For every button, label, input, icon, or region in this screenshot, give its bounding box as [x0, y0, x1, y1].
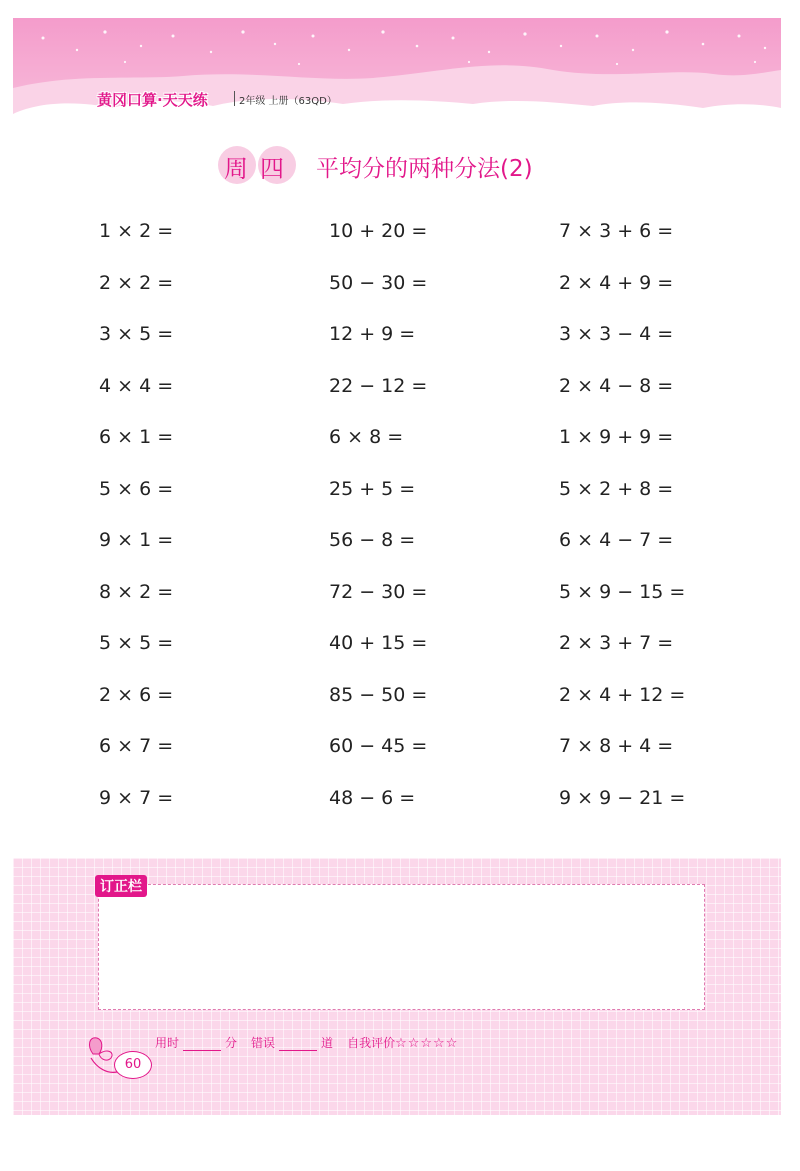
rating-stars-icon[interactable]: ☆☆☆☆☆ — [395, 1036, 459, 1051]
problem-item: 5 × 6 = — [99, 477, 174, 500]
problem-item: 12 + 9 = — [329, 323, 416, 345]
problem-item: 10 + 20 = — [329, 220, 428, 242]
problem-item: 56 − 8 = — [329, 529, 416, 551]
problem-item: 2 × 2 = — [99, 271, 174, 294]
correction-section — [13, 858, 781, 1115]
problem-row — [13, 478, 781, 518]
header-band — [13, 18, 781, 128]
problem-row — [13, 220, 781, 260]
problem-item: 6 × 1 = — [99, 426, 174, 448]
problem-item: 6 × 8 = — [329, 426, 404, 448]
problem-item: 2 × 4 − 8 = — [559, 374, 674, 397]
problem-row — [13, 375, 781, 415]
problem-row — [13, 323, 781, 363]
problem-item: 2 × 4 + 9 = — [559, 271, 674, 294]
problem-item: 25 + 5 = — [329, 477, 416, 500]
problem-item: 6 × 4 − 7 = — [559, 529, 674, 551]
brand-divider — [234, 91, 235, 106]
problem-row — [13, 684, 781, 724]
problem-item: 5 × 2 + 8 = — [559, 477, 674, 500]
problem-item: 85 − 50 = — [329, 683, 428, 706]
time-label: 用时 — [155, 1036, 180, 1050]
problem-item: 2 × 6 = — [99, 683, 174, 706]
problem-item: 2 × 3 + 7 = — [559, 632, 674, 654]
page-number: 60 — [114, 1051, 152, 1079]
problem-item: 5 × 9 − 15 = — [559, 580, 686, 603]
brand-logo-text: 黄冈口算·天天练 — [97, 91, 208, 109]
problem-row — [13, 529, 781, 569]
errors-unit: 道 — [321, 1036, 334, 1050]
problem-item: 7 × 8 + 4 = — [559, 735, 674, 757]
problem-item: 60 − 45 = — [329, 735, 428, 757]
problem-item: 1 × 2 = — [99, 220, 174, 242]
errors-label: 错误 — [251, 1036, 276, 1050]
problem-item: 4 × 4 = — [99, 374, 174, 397]
problem-item: 6 × 7 = — [99, 735, 174, 757]
self-eval-label: 自我评价 — [347, 1036, 396, 1050]
cloud-banner — [13, 18, 781, 128]
problem-item: 9 × 7 = — [99, 786, 174, 809]
day-label: 周四 — [224, 155, 296, 183]
correction-box[interactable] — [98, 884, 705, 1010]
problem-item: 3 × 5 = — [99, 323, 174, 345]
time-blank[interactable] — [183, 1038, 221, 1051]
problem-item: 48 − 6 = — [329, 786, 416, 809]
problem-row — [13, 787, 781, 827]
problem-item: 5 × 5 = — [99, 632, 174, 654]
problem-item: 22 − 12 = — [329, 374, 428, 397]
problem-item: 72 − 30 = — [329, 580, 428, 603]
grade-label: 2年级 上册（63QD） — [239, 96, 337, 107]
correction-label: 订正栏 — [95, 875, 147, 897]
problem-item: 9 × 1 = — [99, 529, 174, 551]
problem-item: 40 + 15 = — [329, 632, 428, 654]
problem-item: 9 × 9 − 21 = — [559, 786, 686, 809]
problem-row — [13, 426, 781, 466]
problem-row — [13, 632, 781, 672]
page-number-badge — [81, 1028, 161, 1078]
problem-item: 1 × 9 + 9 = — [559, 426, 674, 448]
self-evaluation-line — [155, 1034, 458, 1051]
title-row — [13, 146, 781, 186]
problem-item: 2 × 4 + 12 = — [559, 683, 686, 706]
problem-row — [13, 735, 781, 775]
problem-row — [13, 581, 781, 621]
problem-item: 7 × 3 + 6 = — [559, 220, 674, 242]
page-title: 平均分的两种分法(2) — [316, 156, 533, 182]
errors-blank[interactable] — [279, 1038, 317, 1051]
problem-row — [13, 272, 781, 312]
time-unit: 分 — [225, 1036, 238, 1050]
problem-item: 50 − 30 = — [329, 271, 428, 294]
worksheet-page — [13, 18, 781, 1115]
problem-item: 3 × 3 − 4 = — [559, 323, 674, 345]
problem-item: 8 × 2 = — [99, 580, 174, 603]
